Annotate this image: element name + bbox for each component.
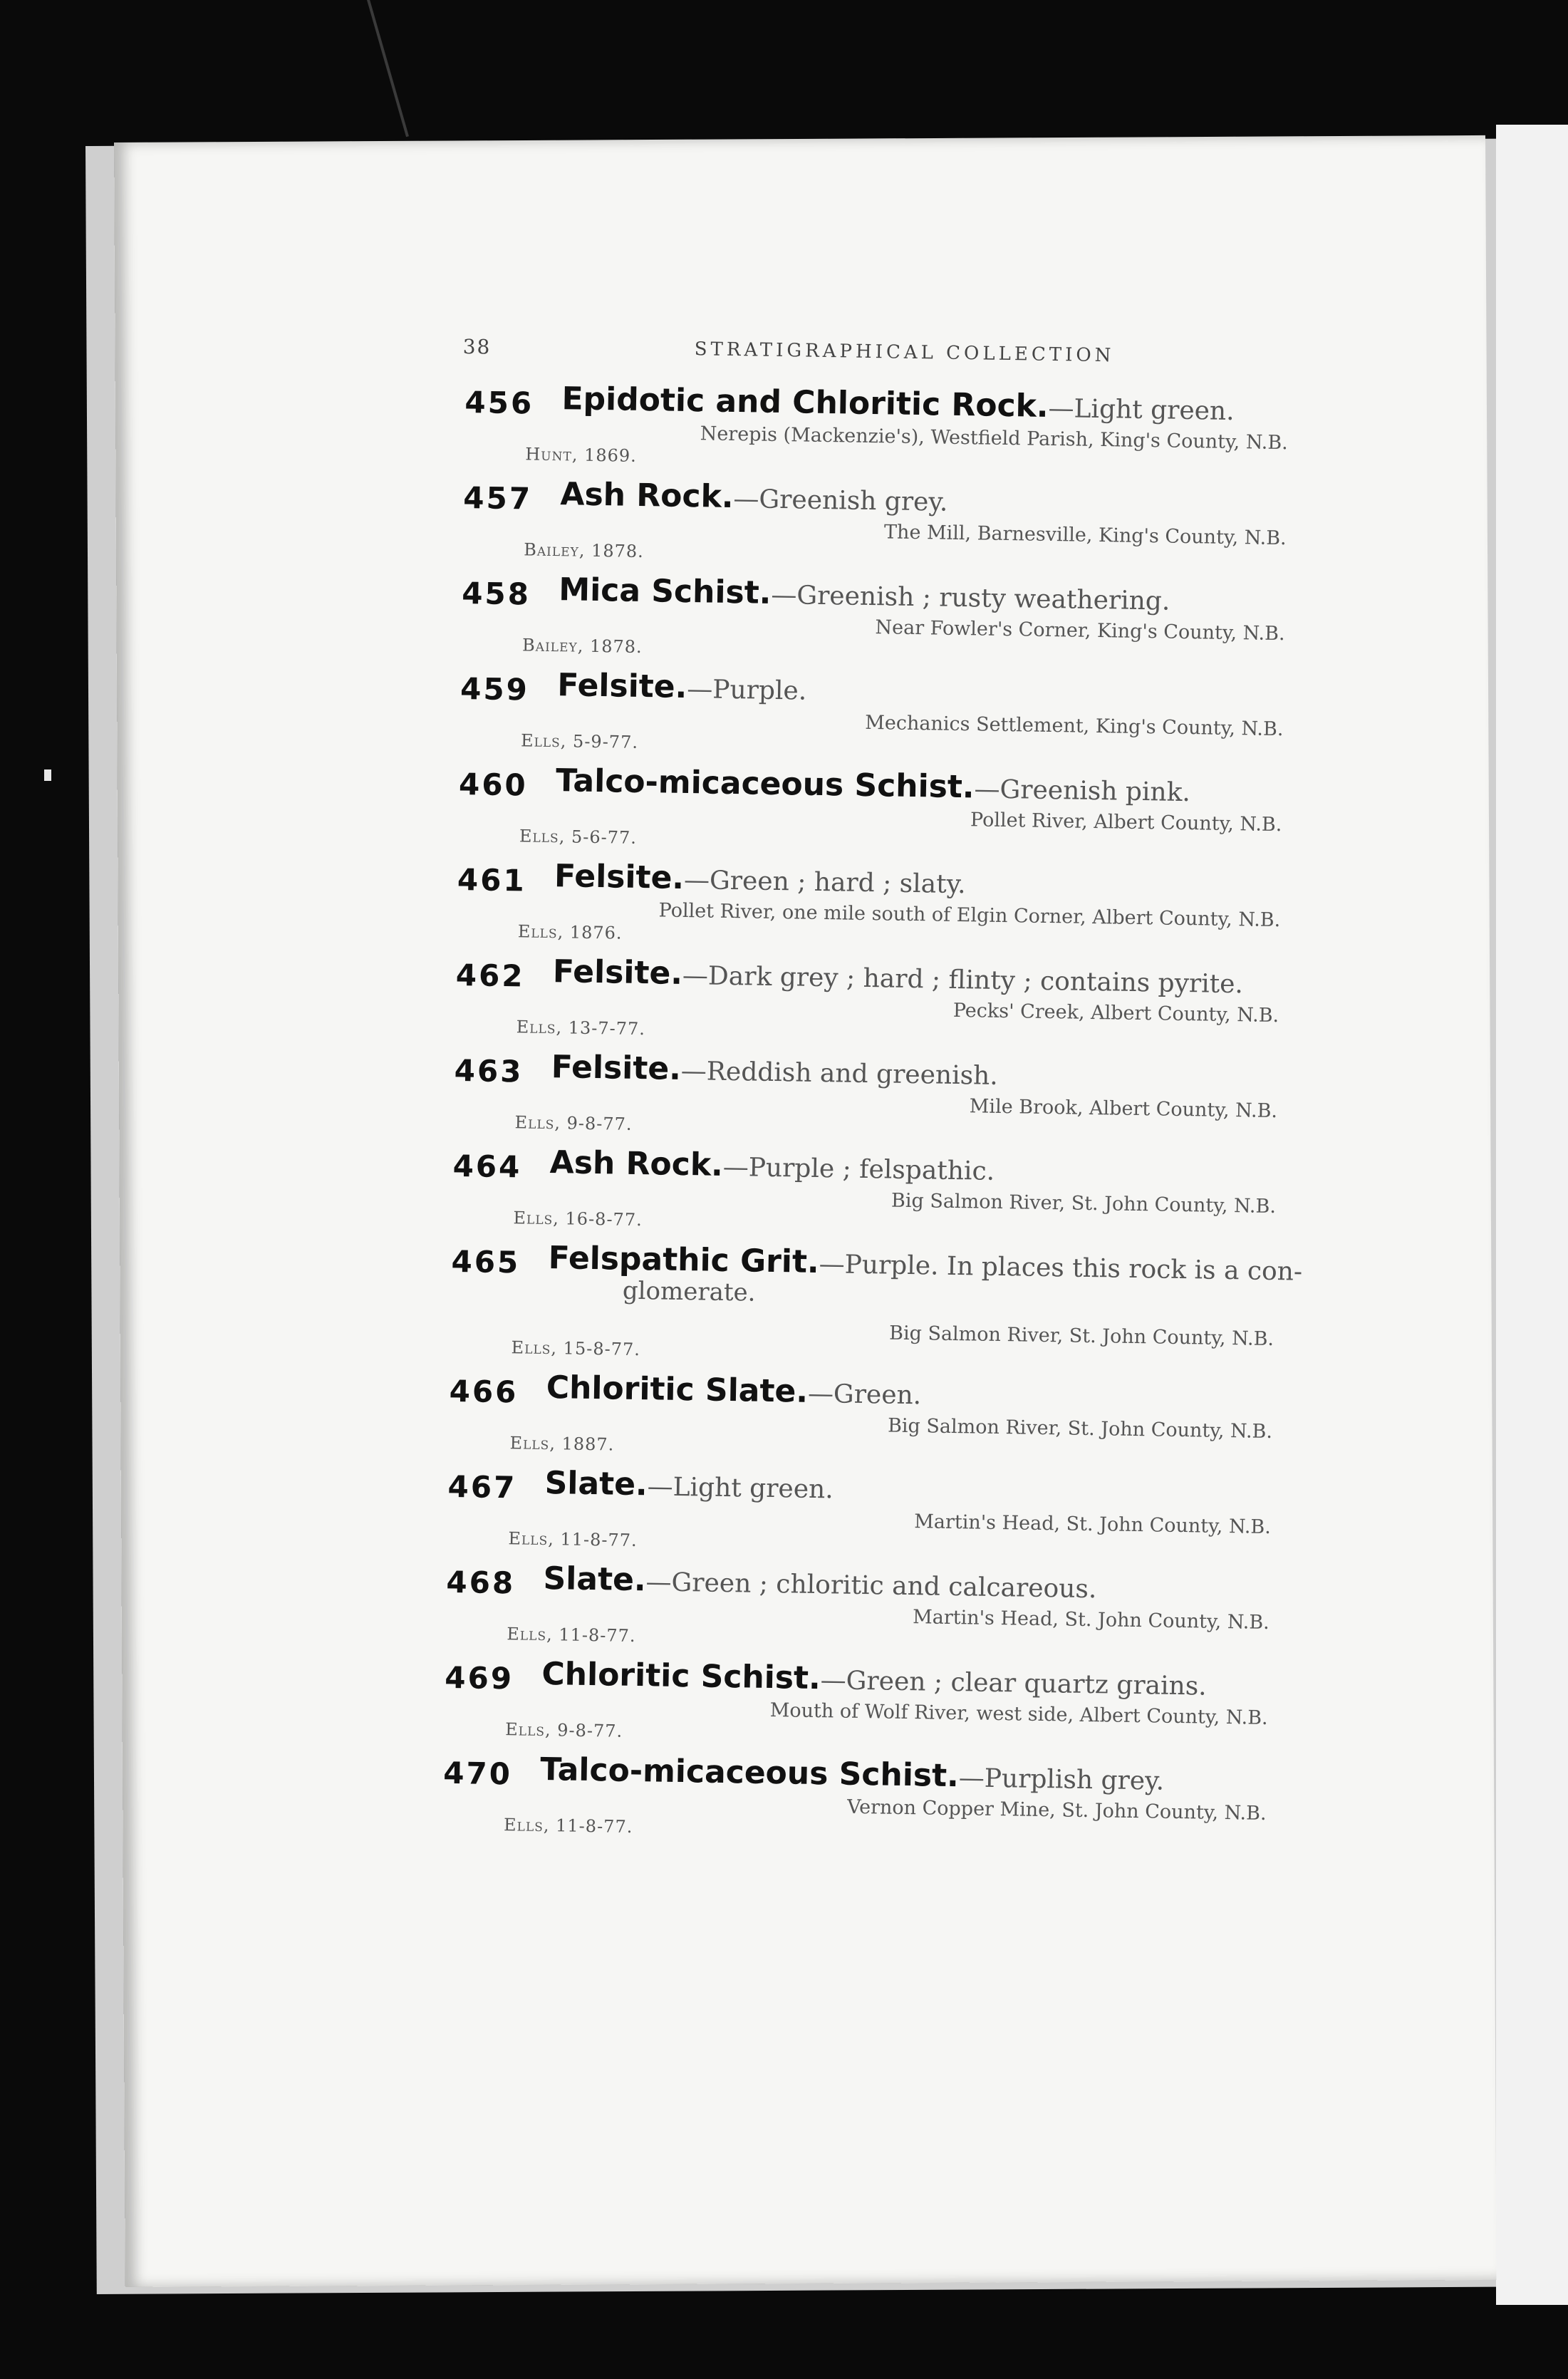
specimen-name: Chloritic Slate. [546, 1369, 809, 1410]
specimen-description: —Greenish pink. [974, 774, 1191, 808]
specimen-collector: Ells, 1876. [517, 921, 623, 943]
specimen-entry [445, 1367, 1373, 1476]
specimen-name: Felsite. [551, 1049, 682, 1087]
specimen-entry [441, 1653, 1369, 1763]
specimen-description: —Purplish grey. [958, 1763, 1165, 1796]
specimen-collector: Bailey, 1878. [524, 539, 644, 562]
specimen-locality: Big Salmon River, St. John County, N.B. [888, 1322, 1274, 1351]
specimen-description: —Green ; clear quartz grains. [820, 1666, 1207, 1701]
specimen-collector: Ells, 1887. [509, 1433, 615, 1455]
specimen-collector: Ells, 5-9-77. [520, 730, 639, 752]
specimen-collector: Ells, 11-8-77. [507, 1624, 636, 1647]
specimen-name: Mica Schist. [558, 571, 772, 611]
specimen-collector: Hunt, 1869. [525, 444, 638, 466]
specimen-entry [447, 1237, 1375, 1381]
specimen-locality: Big Salmon River, St. John County, N.B. [887, 1414, 1273, 1444]
specimen-locality: Mechanics Settlement, King's County, N.B. [865, 711, 1284, 741]
specimen-number: 465 [451, 1243, 521, 1280]
specimen-name: Slate. [544, 1465, 648, 1503]
specimen-number: 466 [449, 1373, 519, 1410]
specimen-locality: Pollet River, Albert County, N.B. [970, 809, 1282, 836]
specimen-collector: Ells, 13-7-77. [516, 1017, 646, 1040]
specimen-number: 457 [463, 480, 533, 517]
specimen-locality: Big Salmon River, St. John County, N.B. [891, 1189, 1277, 1218]
specimen-description: —Green ; hard ; slaty. [683, 865, 966, 900]
specimen-entry [457, 664, 1384, 774]
specimen-entry [450, 1046, 1378, 1156]
specimen-number: 461 [457, 861, 527, 898]
specimen-number: 463 [454, 1052, 524, 1089]
specimen-locality: Near Fowler's Corner, King's County, N.B. [875, 616, 1285, 646]
specimen-name: Epidotic and Chloritic Rock. [561, 380, 1049, 425]
specimen-collector: Ells, 9-8-77. [505, 1719, 623, 1741]
dust-speck [44, 769, 51, 781]
facing-page-edge [1496, 125, 1568, 2305]
specimen-collector: Ells, 11-8-77. [503, 1815, 633, 1838]
specimen-description: —Light green. [1048, 393, 1235, 427]
specimen-locality: Vernon Copper Mine, St. John County, N.B. [846, 1795, 1267, 1825]
specimen-name: Ash Rock. [549, 1144, 724, 1183]
specimen-description-continued: glomerate. [622, 1276, 756, 1307]
specimen-name: Talco-micaceous Schist. [555, 762, 975, 806]
specimen-locality: Nerepis (Mackenzie's), Westfield Parish, King's County, N.B. [700, 423, 1289, 455]
specimen-collector: Ells, 11-8-77. [508, 1528, 638, 1551]
specimen-entry [449, 1141, 1376, 1251]
specimen-locality: Mouth of Wolf River, west side, Albert County, N.B. [769, 1699, 1268, 1729]
specimen-collector: Ells, 9-8-77. [514, 1112, 633, 1134]
specimen-name: Felspathic Grit. [548, 1240, 820, 1281]
specimen-description: —Green. [807, 1379, 922, 1411]
specimen-name: Felsite. [556, 667, 687, 705]
specimen-description: —Purple. In places this rock is a con- [819, 1250, 1303, 1287]
specimen-name: Ash Rock. [560, 476, 734, 515]
page-number: 38 [462, 335, 492, 359]
specimen-description: —Green ; chloritic and calcareous. [645, 1567, 1097, 1605]
specimen-locality: Pollet River, one mile south of Elgin Corner, Albert County, N.B. [658, 899, 1281, 932]
specimen-description: —Greenish ; rusty weathering. [771, 580, 1170, 616]
specimen-entry [453, 855, 1381, 965]
specimen-collector: Ells, 16-8-77. [513, 1208, 643, 1230]
specimen-description: —Greenish grey. [733, 484, 948, 517]
specimen-entry [442, 1558, 1370, 1667]
specimen-locality: Pecks' Creek, Albert County, N.B. [952, 999, 1279, 1027]
specimen-locality: Martin's Head, St. John County, N.B. [913, 1510, 1272, 1539]
specimen-collector: Ells, 5-6-77. [519, 826, 638, 848]
specimen-locality: Martin's Head, St. John County, N.B. [912, 1606, 1270, 1634]
specimen-number: 460 [458, 766, 529, 803]
specimen-number: 470 [442, 1755, 513, 1792]
specimen-number: 462 [455, 957, 525, 994]
page-content [440, 335, 1389, 1858]
specimen-number: 458 [461, 576, 531, 612]
specimen-number: 456 [464, 385, 534, 421]
specimen-entry [455, 760, 1383, 869]
specimen-entry [458, 569, 1386, 678]
specimen-collector: Ells, 15-8-77. [511, 1337, 641, 1360]
running-title: STRATIGRAPHICAL COLLECTION [694, 338, 1115, 367]
specimen-entry [461, 378, 1388, 487]
specimen-locality: Mile Brook, Albert County, N.B. [969, 1095, 1278, 1123]
specimen-name: Slate. [543, 1560, 647, 1599]
specimen-locality: The Mill, Barnesville, King's County, N.B. [883, 521, 1287, 550]
specimen-number: 469 [445, 1659, 514, 1696]
specimen-description: —Dark grey ; hard ; flinty ; contains pyrite. [682, 960, 1244, 1000]
specimen-entry [452, 950, 1379, 1060]
specimen-name: Felsite. [554, 858, 685, 896]
specimen-collector: Bailey, 1878. [521, 635, 643, 658]
specimen-name: Chloritic Schist. [541, 1655, 821, 1697]
specimen-entry [460, 473, 1387, 583]
specimen-number: 468 [446, 1564, 516, 1601]
specimen-description: —Purple. [686, 675, 807, 706]
specimen-description: —Reddish and greenish. [680, 1056, 999, 1091]
specimen-number: 459 [460, 671, 530, 708]
specimen-description: —Light green. [647, 1472, 834, 1505]
specimen-name: Talco-micaceous Schist. [539, 1751, 960, 1795]
specimen-name: Felsite. [552, 953, 683, 992]
specimen-number: 464 [452, 1148, 522, 1185]
specimen-entry [444, 1462, 1371, 1572]
specimen-number: 467 [447, 1468, 517, 1505]
specimen-description: —Purple ; felspathic. [722, 1152, 995, 1186]
specimen-entry [440, 1748, 1367, 1858]
